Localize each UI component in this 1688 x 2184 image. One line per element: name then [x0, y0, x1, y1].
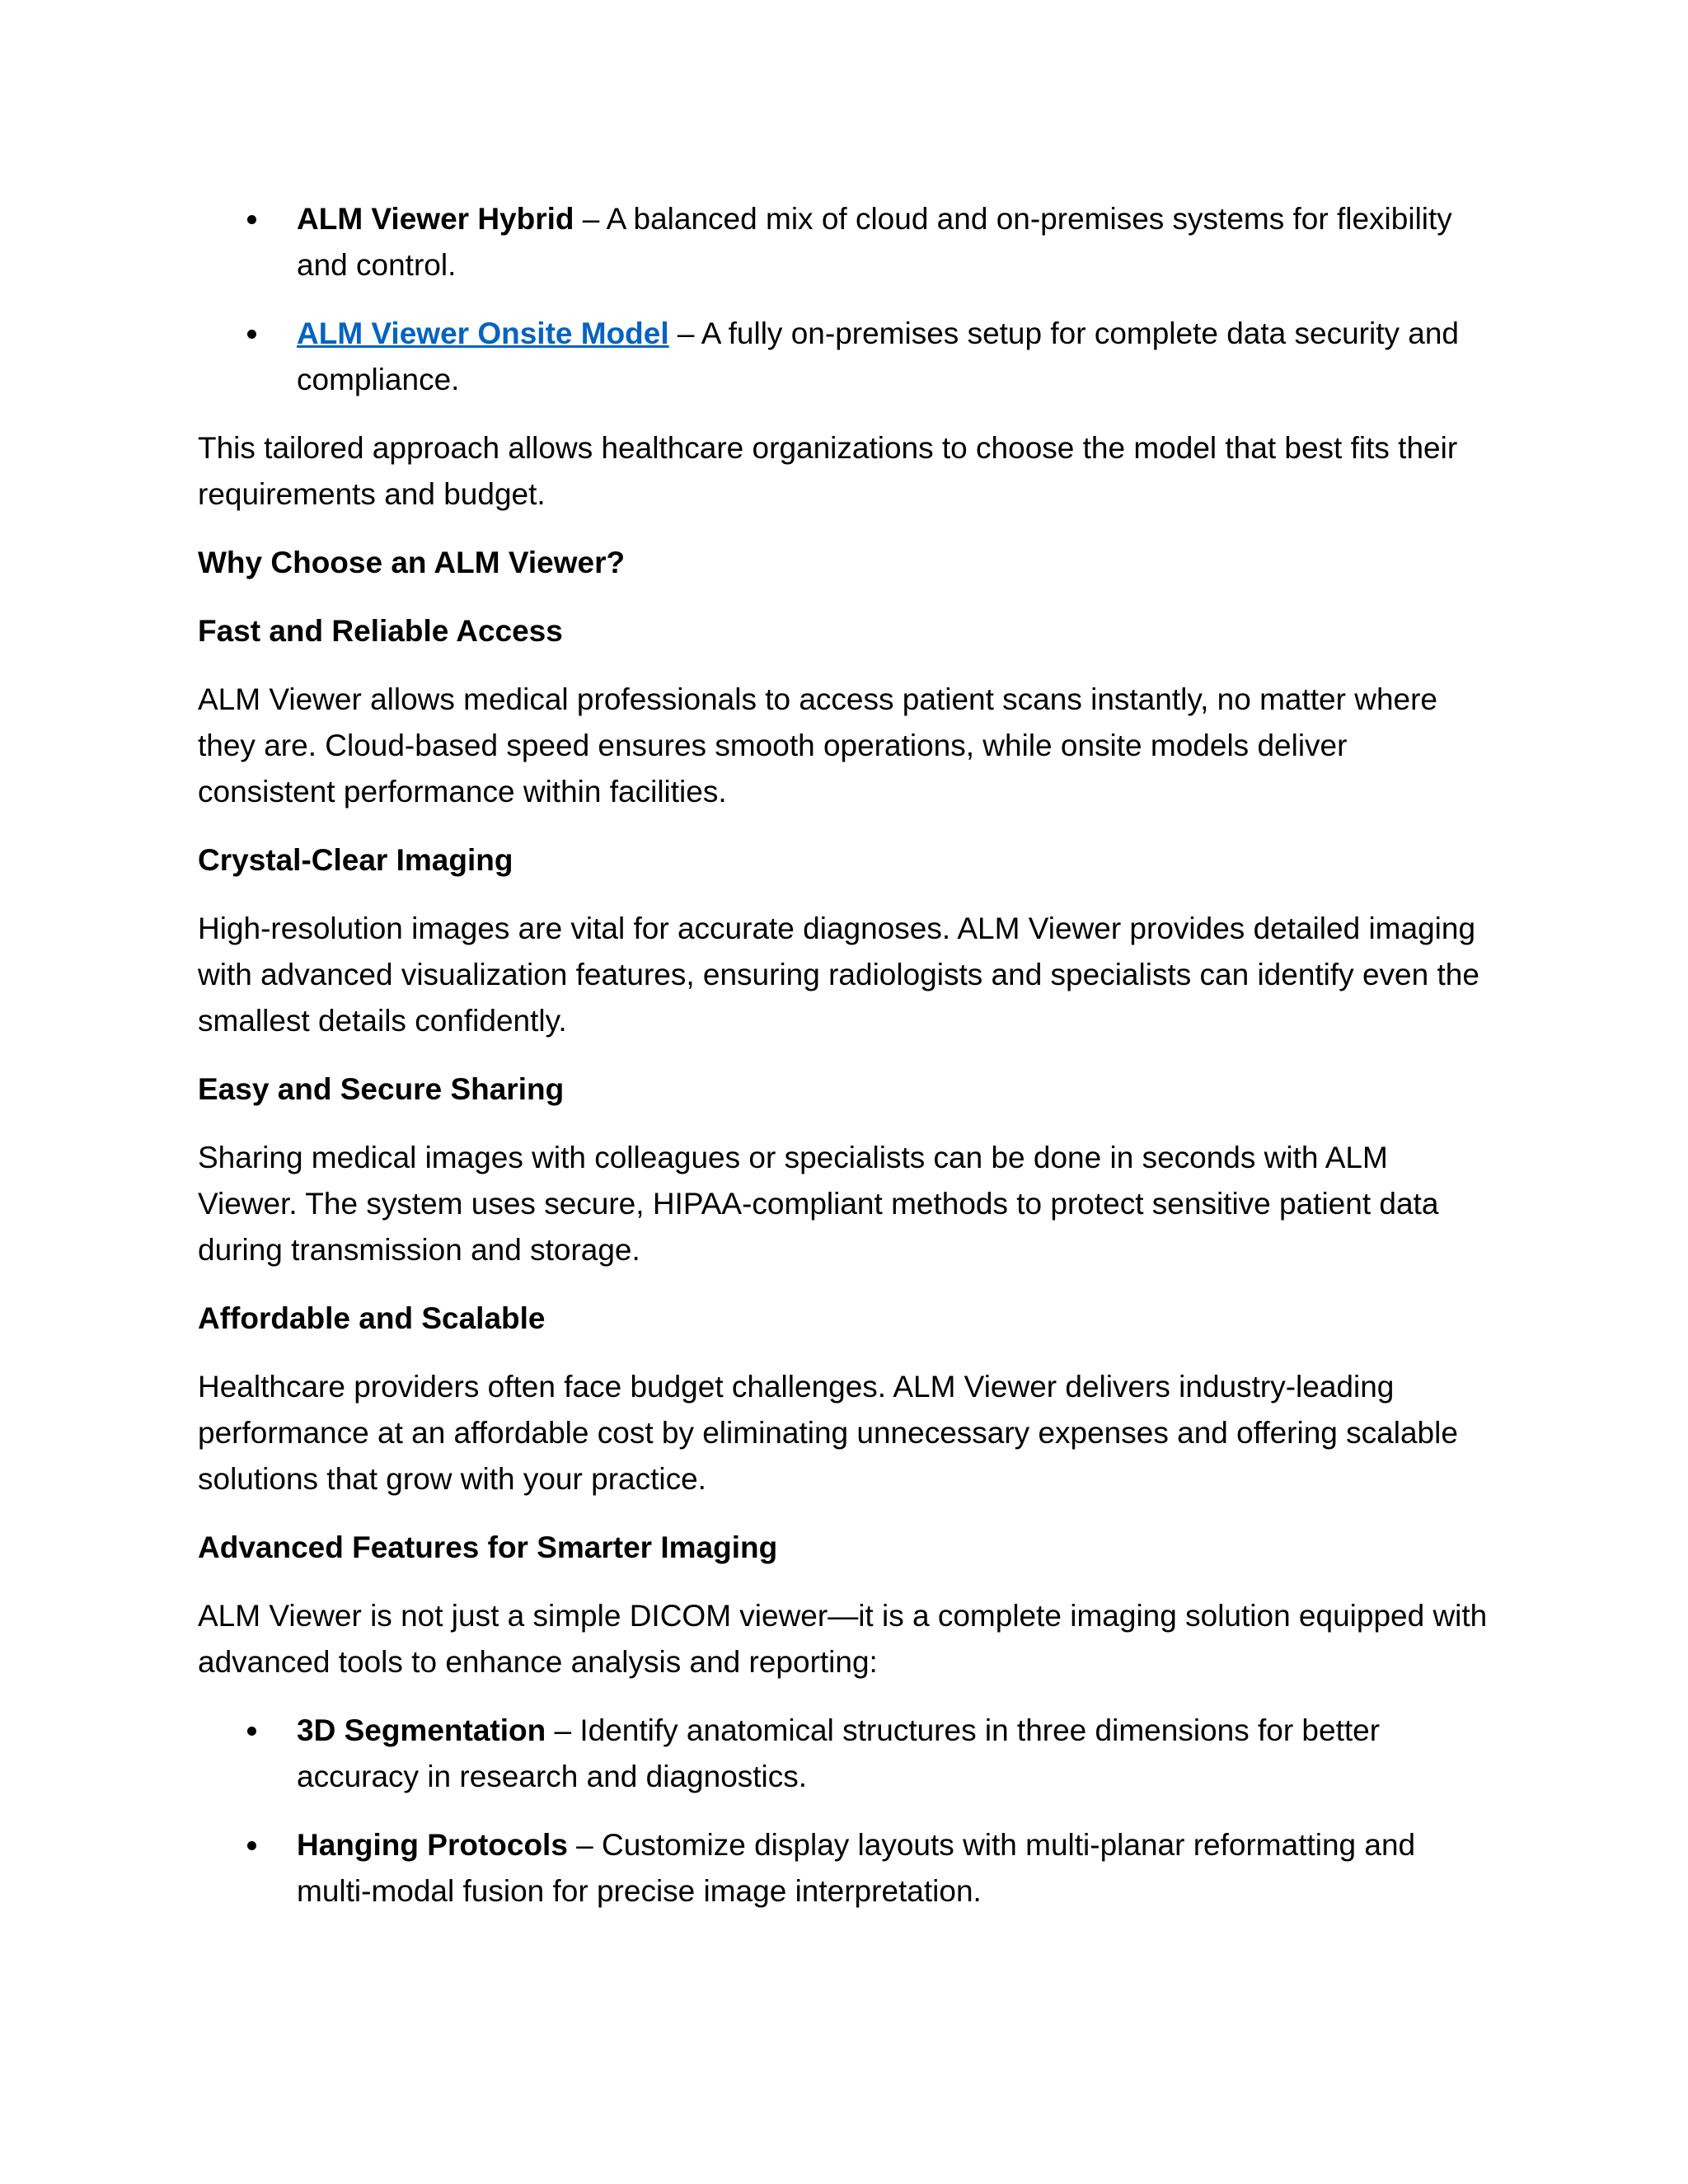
- bullet-icon: [247, 1841, 256, 1850]
- bullet-icon: [247, 1727, 256, 1736]
- features-list: [198, 1708, 1492, 1915]
- bullet-icon: [247, 215, 256, 224]
- list-item-text: – Customize display layouts with multi-planar reformatting and multi-modal fusion for precise image interpretation.: [297, 1828, 1416, 1908]
- section-heading-sharing: Easy and Secure Sharing: [198, 1072, 565, 1106]
- list-item-text: – A balanced mix of cloud and on-premises systems for flexibility and control.: [297, 202, 1452, 282]
- list-item-term: ALM Viewer Hybrid: [297, 202, 574, 236]
- deployment-options-list: [198, 196, 1492, 403]
- section-body-access: ALM Viewer allows medical professionals to access patient scans instantly, no matter where they are. Cloud-based speed ensures smooth operations, while onsite models deliver consistent performance within facilities.: [198, 682, 1437, 808]
- list-item-term: Hanging Protocols: [297, 1828, 568, 1862]
- bullet-icon: [247, 330, 256, 339]
- section-heading-features: Advanced Features for Smarter Imaging: [198, 1530, 778, 1564]
- section-heading-access: Fast and Reliable Access: [198, 614, 563, 648]
- list-item: [198, 311, 1492, 403]
- list-item-text: – A fully on-premises setup for complete data security and compliance.: [297, 316, 1460, 396]
- list-item-term: 3D Segmentation: [297, 1713, 546, 1747]
- document-page: [198, 196, 1492, 1937]
- section-heading-affordable: Affordable and Scalable: [198, 1301, 546, 1335]
- section-body-features: ALM Viewer is not just a simple DICOM viewer—it is a complete imaging solution equipped with advanced tools to enhance analysis and reporting:: [198, 1599, 1488, 1679]
- onsite-model-link[interactable]: ALM Viewer Onsite Model: [297, 316, 669, 350]
- list-item: [198, 196, 1492, 288]
- list-item: [198, 1708, 1492, 1800]
- list-item: [198, 1822, 1492, 1915]
- section-heading-imaging: Crystal-Clear Imaging: [198, 843, 513, 877]
- section-body-affordable: Healthcare providers often face budget challenges. ALM Viewer delivers industry-leading performance at an affordable cost by eliminating unnecessary expenses and offering scalable solutions that grow with your practice.: [198, 1370, 1458, 1496]
- section-body-imaging: High-resolution images are vital for accurate diagnoses. ALM Viewer provides detailed imaging with advanced visualization features, ensuring radiologists and specialists can identify even the smallest details confidently.: [198, 912, 1479, 1038]
- intro-paragraph: This tailored approach allows healthcare organizations to choose the model that best fits their requirements and budget.: [198, 431, 1458, 511]
- list-item-text: – Identify anatomical structures in three dimensions for better accuracy in research and diagnostics.: [297, 1713, 1381, 1793]
- why-heading: Why Choose an ALM Viewer?: [198, 546, 626, 579]
- section-body-sharing: Sharing medical images with colleagues or specialists can be done in seconds with ALM Viewer. The system uses secure, HIPAA-compliant methods to protect sensitive patient data during transmission and storage.: [198, 1141, 1439, 1267]
